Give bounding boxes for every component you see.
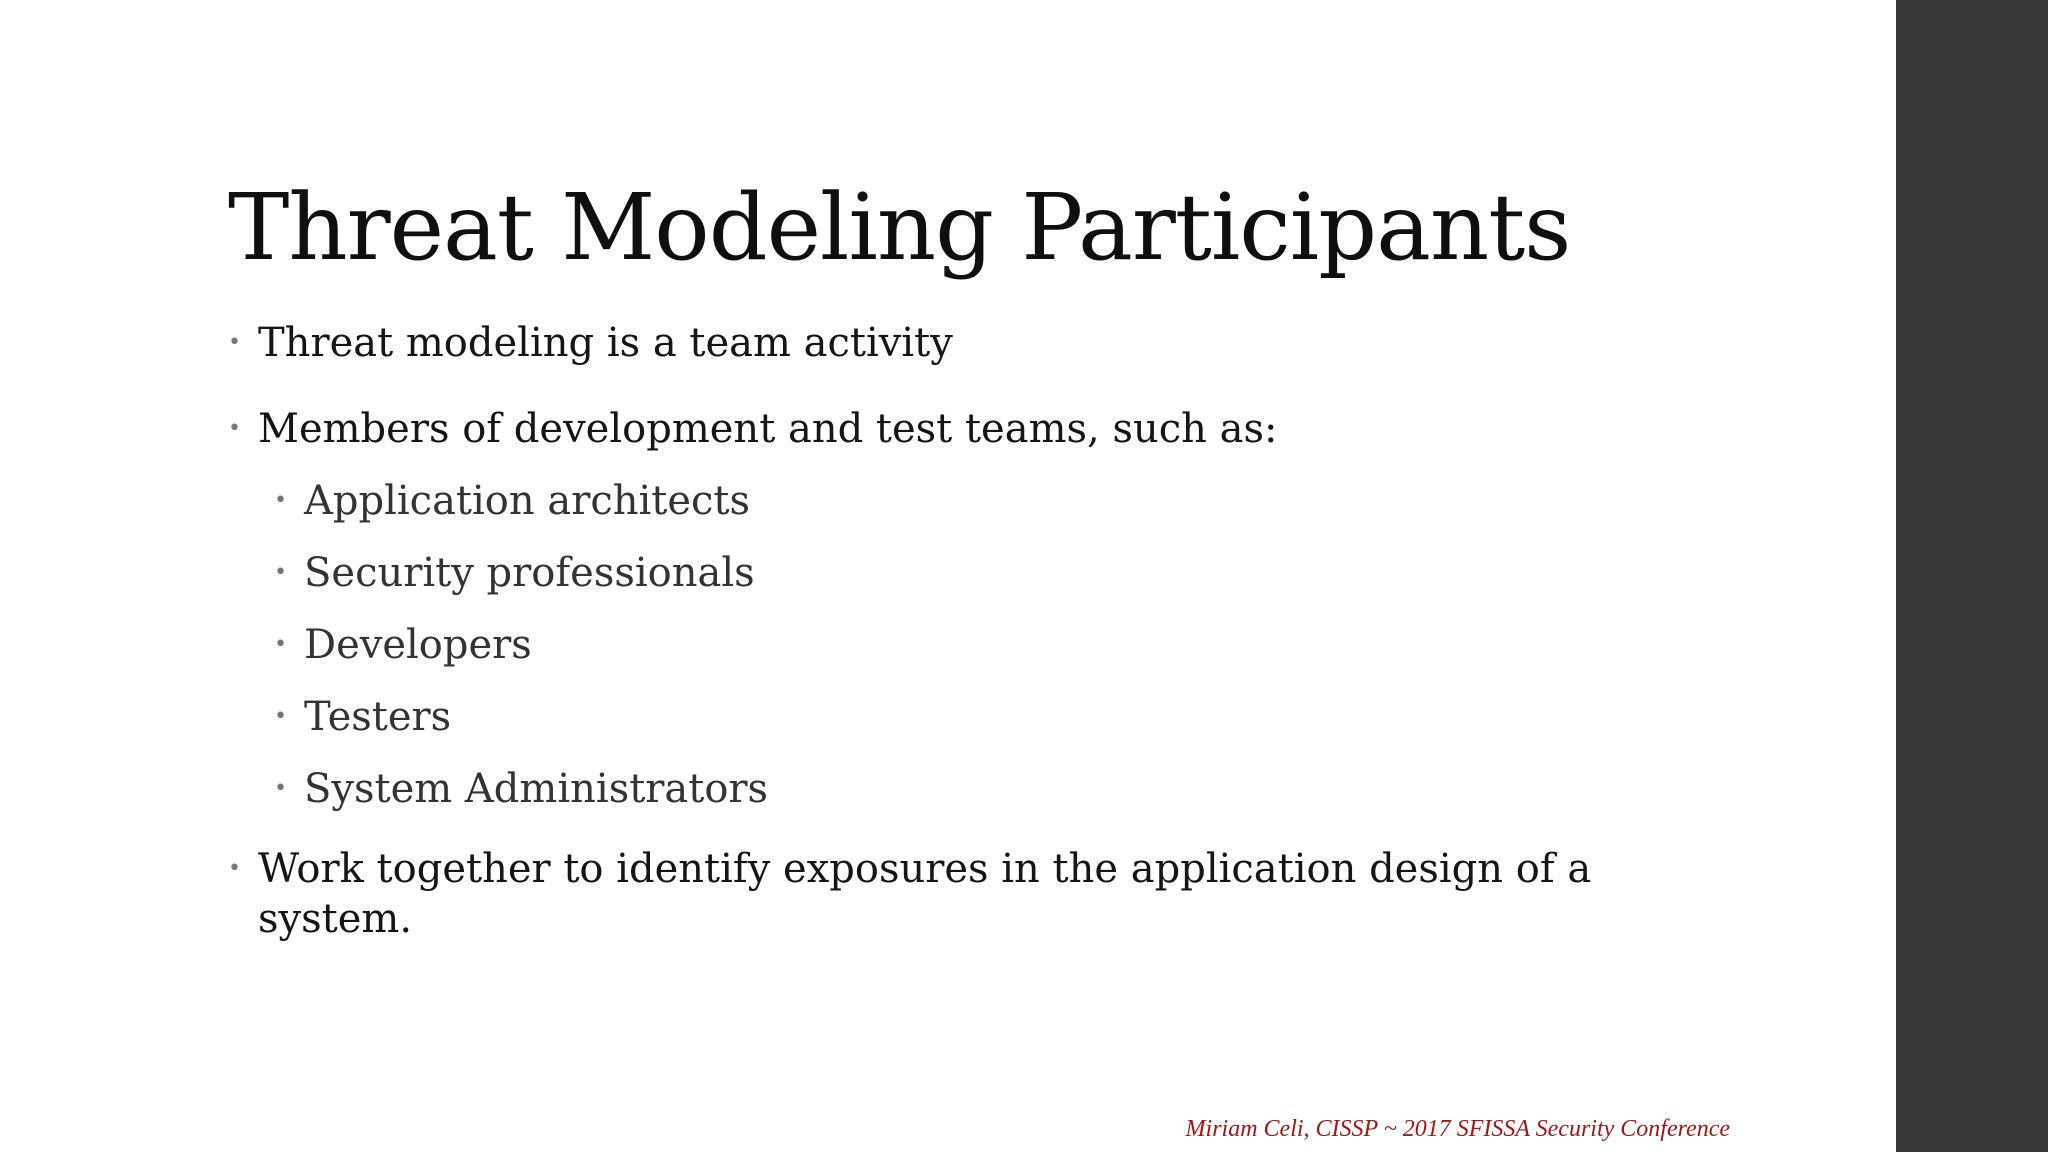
- sub-bullet-icon: •: [274, 704, 287, 729]
- bullet-text: Threat modeling is a team activity: [258, 320, 953, 366]
- sub-bullet-application-architects: [228, 476, 1608, 526]
- bullet-text: Members of development and test teams, such as:: [258, 406, 1278, 452]
- sub-bullet-icon: •: [274, 560, 287, 585]
- sub-bullet-icon: •: [274, 776, 287, 801]
- sub-bullet-text: Developers: [304, 622, 532, 668]
- slide-footer: Miriam Celi, CISSP ~ 2017 SFISSA Security Conference: [1185, 1116, 1730, 1142]
- bullet-icon: •: [228, 856, 241, 881]
- bullet-item-work-together: [228, 844, 1608, 944]
- bullet-icon: •: [228, 330, 241, 355]
- sub-bullet-text: Testers: [304, 694, 452, 740]
- sub-bullet-system-administrators: [228, 764, 1608, 814]
- sub-bullet-text: Security professionals: [304, 550, 755, 596]
- sub-bullet-icon: •: [274, 632, 287, 657]
- sub-bullet-text: System Administrators: [304, 766, 769, 812]
- bullet-list: [228, 318, 1608, 980]
- bullet-item-team-activity: [228, 318, 1608, 368]
- slide-title: Threat Modeling Participants: [228, 174, 1571, 281]
- sub-bullet-security-professionals: [228, 548, 1608, 598]
- sub-bullet-developers: [228, 620, 1608, 670]
- dark-sidebar-panel: [1896, 0, 2048, 1152]
- sub-bullet-icon: •: [274, 488, 287, 513]
- bullet-icon: •: [228, 416, 241, 441]
- sub-bullet-text: Application architects: [304, 478, 751, 524]
- sub-bullet-testers: [228, 692, 1608, 742]
- bullet-item-members: [228, 404, 1608, 454]
- bullet-text: Work together to identify exposures in the application design of a system.: [258, 846, 1592, 942]
